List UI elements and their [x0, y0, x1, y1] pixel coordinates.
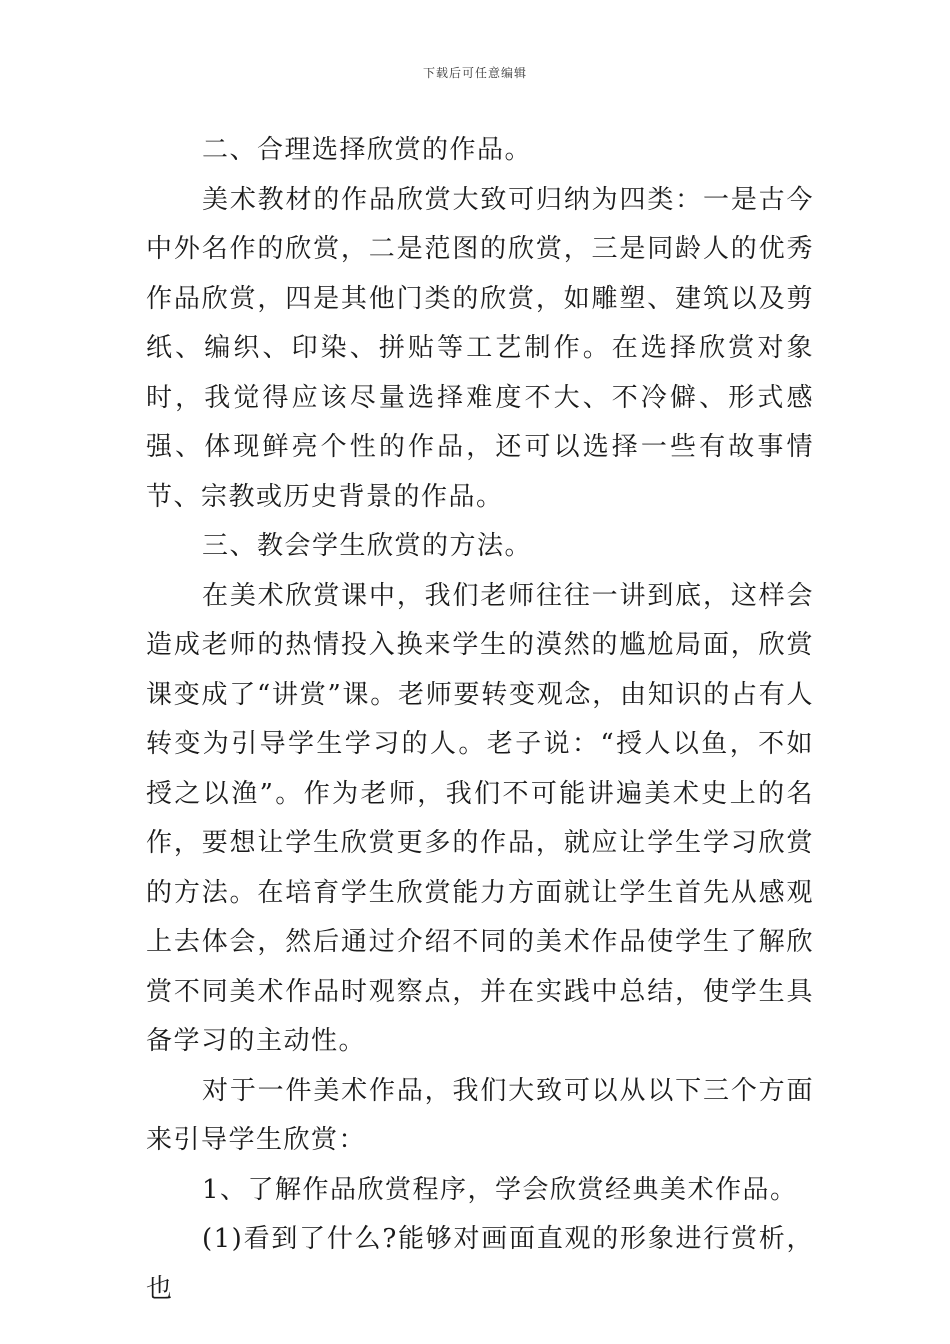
paragraph-artwork-categories: 美术教材的作品欣赏大致可归纳为四类：一是古今中外名作的欣赏，二是范图的欣赏，三是同龄人的优秀作品欣赏，四是其他门类的欣赏，如雕塑、建筑以及剪纸、编织、印染、拼贴等工艺制作。在选择欣赏对象时，我觉得应该尽量选择难度不大、不冷僻、形式感强、体现鲜亮个性的作品，还可以选择一些有故事情节、宗教或历史背景的作品。 [146, 184, 814, 512]
document-body [146, 126, 814, 1314]
list-subitem-1: (1)看到了什么?能够对画面直观的形象进行赏析，也 [146, 1224, 814, 1304]
list-item-1: 1、了解作品欣赏程序，学会欣赏经典美术作品。 [202, 1174, 798, 1205]
section-heading-3: 三、教会学生欣赏的方法。 [202, 531, 533, 561]
paragraph-teaching-method: 在美术欣赏课中，我们老师往往一讲到底，这样会造成老师的热情投入换来学生的漠然的尴尬局面，欣赏课变成了“讲赏”课。老师要转变观念，由知识的占有人转变为引导学生学习的人。老子说：“授人以鱼，不如授之以渔”。作为老师，我们不可能讲遍美术史上的名作，要想让学生欣赏更多的作品，就应让学生学习欣赏的方法。在培育学生欣赏能力方面就让学生首先从感观上去体会，然后通过介绍不同的美术作品使学生了解欣赏不同美术作品时观察点，并在实践中总结，使学生具备学习的主动性。 [146, 580, 814, 1056]
paragraph-three-aspects: 对于一件美术作品，我们大致可以从以下三个方面来引导学生欣赏： [146, 1075, 814, 1155]
section-heading-2: 二、合理选择欣赏的作品。 [202, 135, 533, 165]
page-header: 下载后可任意编辑 [422, 66, 527, 80]
